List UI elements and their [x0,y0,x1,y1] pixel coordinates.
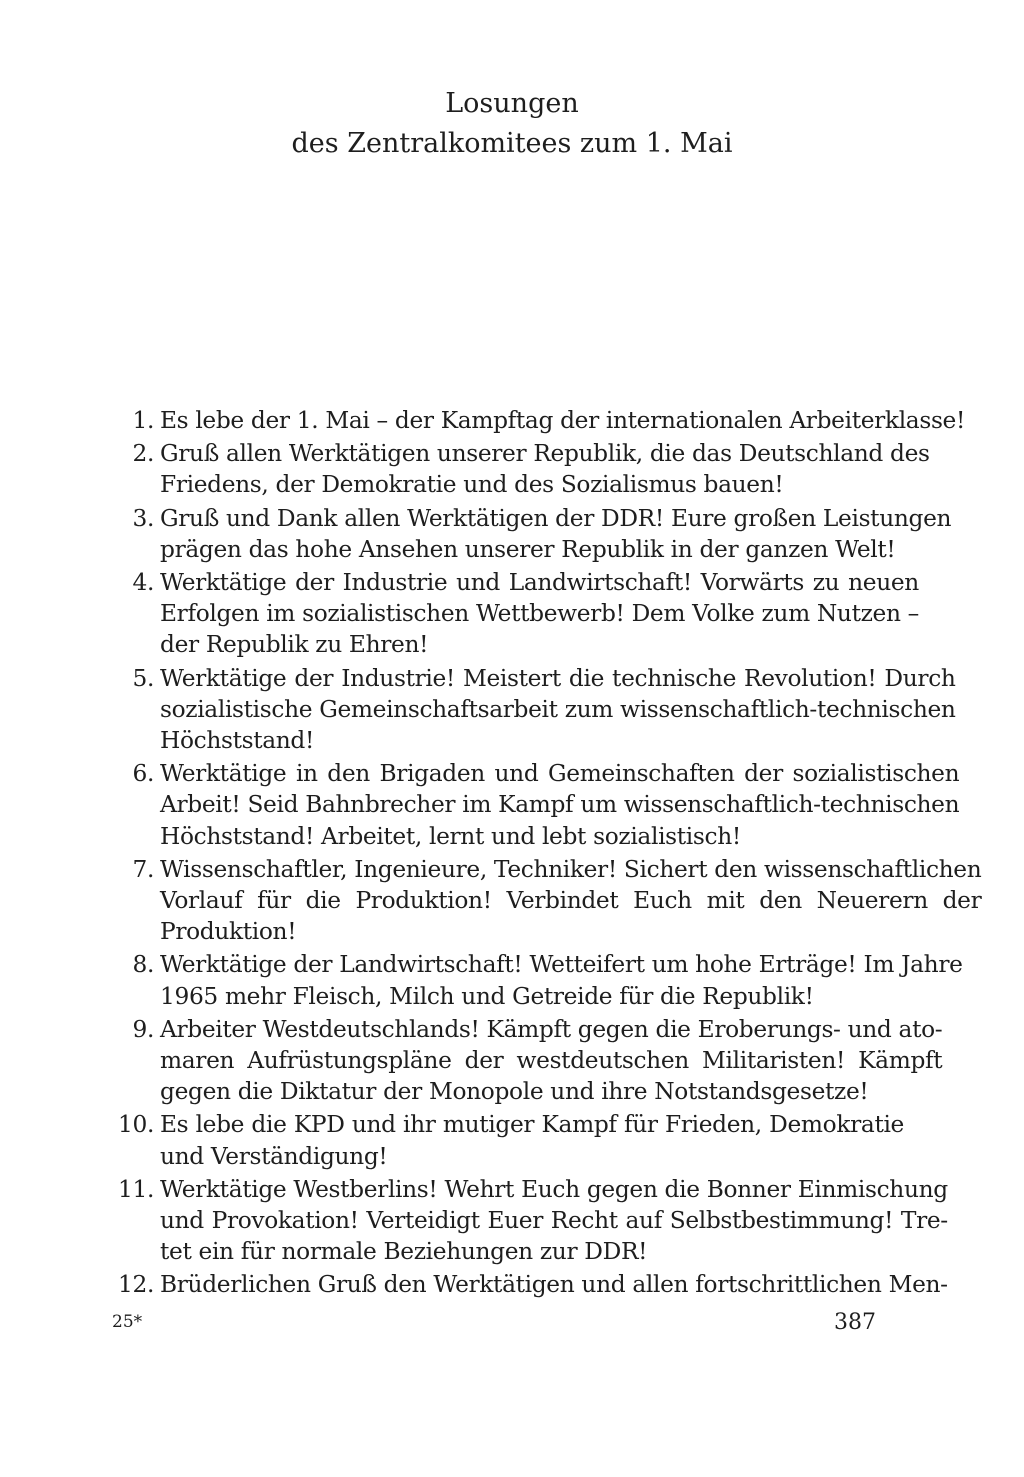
text-line: Werktätige in den Brigaden und Gemeinschaften der sozialistischen [160,760,960,788]
list-item [112,854,982,948]
slogan-list [112,405,982,1303]
list-item [112,405,965,436]
list-item-number: 10. [118,1111,154,1139]
text-line: 1965 mehr Fleisch, Milch und Getreide für die Republik! [160,982,814,1010]
list-item-number: 8. [132,951,154,979]
list-item-text [160,1269,948,1300]
list-item [112,567,919,661]
title-line-1: Losungen [445,88,579,119]
list-item [112,1109,904,1171]
list-item-text [160,1174,948,1268]
list-item [112,1014,943,1108]
list-item [112,503,952,565]
text-line: Es lebe die KPD und ihr mutiger Kampf für Frieden, Demokratie [160,1111,904,1139]
text-line: Werktätige der Industrie! Meistert die technische Revolution! Durch [160,664,956,692]
list-item-number: 9. [132,1015,154,1043]
list-item-text [160,949,963,1011]
text-line: Erfolgen im sozialistischen Wettbewerb! Dem Volke zum Nutzen – [160,600,919,628]
text-line: Höchststand! Arbeitet, lernt und lebt sozialistisch! [160,822,741,850]
list-item [112,438,930,500]
list-item-text [160,1109,904,1171]
list-item [112,1174,948,1268]
text-line: tet ein für normale Beziehungen zur DDR! [160,1238,648,1266]
list-item-number: 1. [132,407,154,434]
list-item-text [160,663,956,757]
text-line: prägen das hohe Ansehen unserer Republik in der ganzen Welt! [160,535,896,563]
text-line: und Provokation! Verteidigt Euer Recht auf Selbstbestimmung! Tre- [160,1207,948,1235]
list-item [112,949,963,1011]
list-item-number: 2. [132,440,154,468]
list-item [112,663,956,757]
list-item-number: 3. [132,504,154,532]
text-line: Friedens, der Demokratie und des Sozialismus bauen! [160,471,784,499]
list-item-number: 11. [118,1175,154,1203]
text-line: gegen die Diktatur der Monopole und ihre Notstandsgesetze! [160,1078,869,1106]
page-title [0,84,1024,164]
text-line: Gruß und Dank allen Werktätigen der DDR! Eure großen Leistungen [160,504,952,532]
list-item-text [160,567,919,661]
text-line: Höchststand! [160,727,314,755]
text-line: Gruß allen Werktätigen unserer Republik, die das Deutschland des [160,440,930,468]
text-line: Wissenschaftler, Ingenieure, Techniker! Sichert den wissenschaftlichen [160,855,982,883]
text-line: Vorlauf für die Produktion! Verbindet Euch mit den Neuerern der [160,887,982,915]
list-item-text [160,758,959,852]
list-item [112,758,960,852]
text-line: sozialistische Gemeinschaftsarbeit zum wissenschaftlich-technischen [160,695,956,723]
text-line: der Republik zu Ehren! [160,631,429,659]
text-line: Werktätige Westberlins! Wehrt Euch gegen die Bonner Einmischung [160,1175,948,1203]
text-line: und Verständigung! [160,1142,388,1170]
list-item-number: 5. [132,664,154,692]
text-line: Arbeit! Seid Bahnbrecher im Kampf um wissenschaftlich-technischen [160,791,960,819]
list-item-number: 7. [132,855,154,883]
list-item-text [160,438,930,500]
list-item-text [160,854,981,948]
text-line: Es lebe der 1. Mai – der Kampftag der internationalen Arbeiterklasse! [160,407,965,434]
text-line: Werktätige der Industrie und Landwirtschaft! Vorwärts zu neuen [160,569,919,597]
text-line: maren Aufrüstungspläne der westdeutschen Militaristen! Kämpft [160,1047,943,1075]
list-item-text [160,405,965,436]
text-line: Werktätige der Landwirtschaft! Wetteifert um hohe Erträge! Im Jahre [160,951,963,979]
list-item [112,1269,948,1300]
printer-signature: 25* [112,1312,143,1332]
list-item-number: 6. [132,760,154,788]
text-line: Arbeiter Westdeutschlands! Kämpft gegen die Eroberungs- und ato- [160,1015,943,1043]
list-item-number: 12. [118,1271,154,1299]
text-line: Produktion! [160,918,297,946]
list-item-number: 4. [132,569,154,597]
text-line: Brüderlichen Gruß den Werktätigen und allen fortschrittlichen Men- [160,1271,948,1299]
list-item-text [160,503,951,565]
page-number: 387 [834,1310,876,1335]
list-item-text [160,1014,942,1108]
title-line-2: des Zentralkomitees zum 1. Mai [291,128,733,159]
